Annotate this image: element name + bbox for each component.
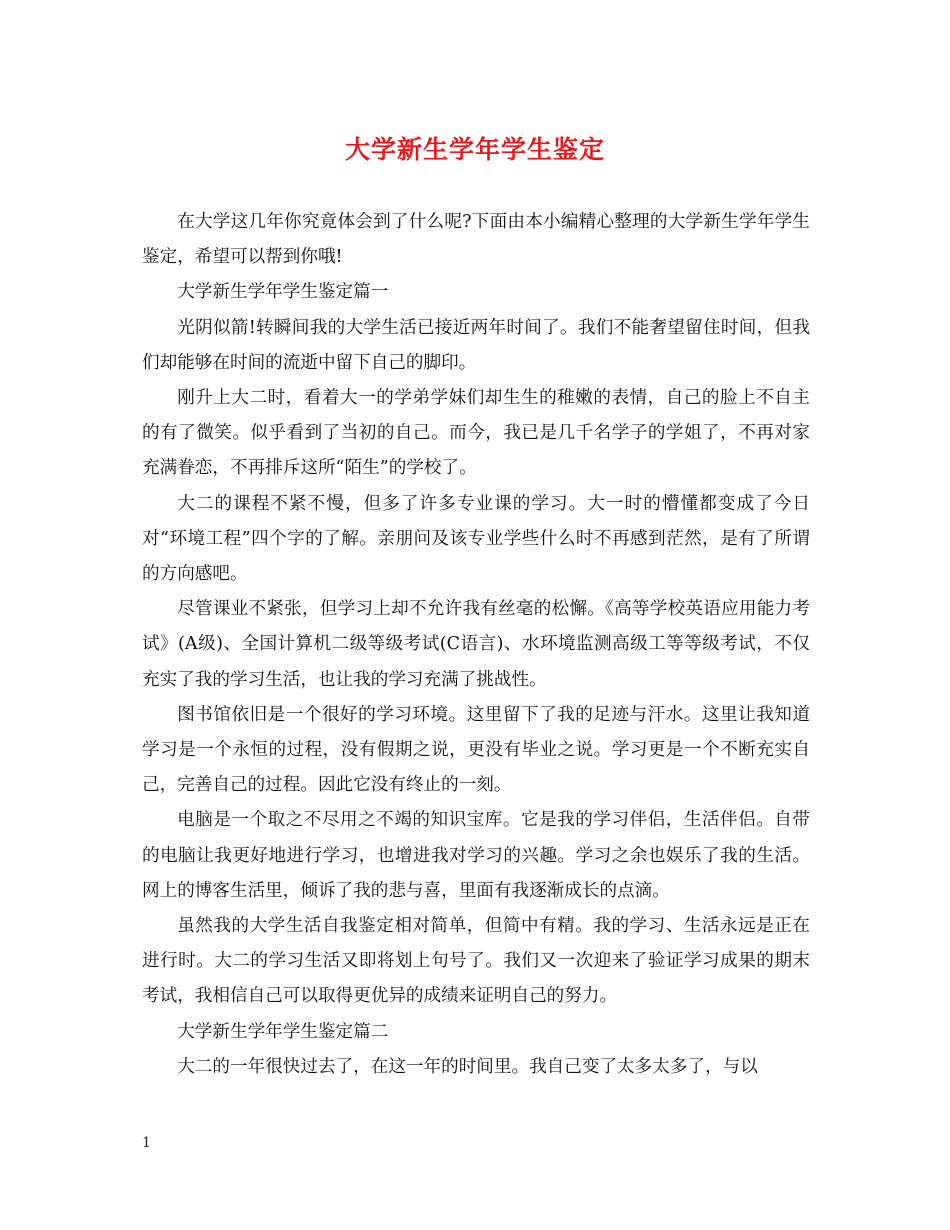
paragraph-intro: 在大学这几年你究竟体会到了什么呢?下面由本小编精心整理的大学新生学年学生鉴定，希望可以帮到你哦! <box>142 212 810 268</box>
paragraph: 大二的一年很快过去了，在这一年的时间里。我自己变了太多太多了，与以 <box>177 1056 758 1077</box>
paragraph: 刚升上大二时，看着大一的学弟学妹们却生生的稚嫩的表情，自己的脸上不自主的有了微笑。似乎看到了当初的自己。而今，我已是几千名学子的学姐了，不再对家充满眷恋，不再排斥这所“陌生”的学校了。 <box>142 388 810 479</box>
paragraph: 电脑是一个取之不尽用之不竭的知识宝库。它是我的学习伴侣，生活伴侣。自带的电脑让我更好地进行学习，也增进我对学习的兴趣。学习之余也娱乐了我的生活。网上的博客生活里，倾诉了我的悲与喜，里面有我逐渐成长的点滴。 <box>142 810 810 901</box>
page-number: 1 <box>142 1135 151 1151</box>
paragraph: 光阴似箭!转瞬间我的大学生活已接近两年时间了。我们不能奢望留住时间，但我们却能够在时间的流逝中留下自己的脚印。 <box>142 317 810 373</box>
section-heading-1: 大学新生学年学生鉴定篇一 <box>177 282 389 303</box>
paragraph: 图书馆依旧是一个很好的学习环境。这里留下了我的足迹与汗水。这里让我知道学习是一个永恒的过程，没有假期之说，更没有毕业之说。学习更是一个不断充实自己，完善自己的过程。因此它没有终止的一刻。 <box>142 704 810 796</box>
paragraph: 虽然我的大学生活自我鉴定相对简单，但简中有精。我的学习、生活永远是正在进行时。大二的学习生活又即将划上句号了。我们又一次迎来了验证学习成果的期末考试，我相信自己可以取得更优异的成绩来证明自己的努力。 <box>142 916 810 1007</box>
section-heading-2: 大学新生学年学生鉴定篇二 <box>177 1021 389 1042</box>
paragraph: 尽管课业不紧张，但学习上却不允许我有丝毫的松懈。《高等学校英语应用能力考试》(A级)、全国计算机二级等级考试(C语言)、水环境监测高级工等等级考试，不仅充实了我的学习生活，也让我的学习充满了挑战性。 <box>142 599 810 690</box>
paragraph: 大二的课程不紧不慢，但多了许多专业课的学习。大一时的懵懂都变成了今日对“环境工程”四个字的了解。亲朋问及该专业学些什么时不再感到茫然，是有了所谓的方向感吧。 <box>142 493 810 585</box>
document-title: 大学新生学年学生鉴定 <box>344 135 605 164</box>
document-body <box>142 205 810 1085</box>
